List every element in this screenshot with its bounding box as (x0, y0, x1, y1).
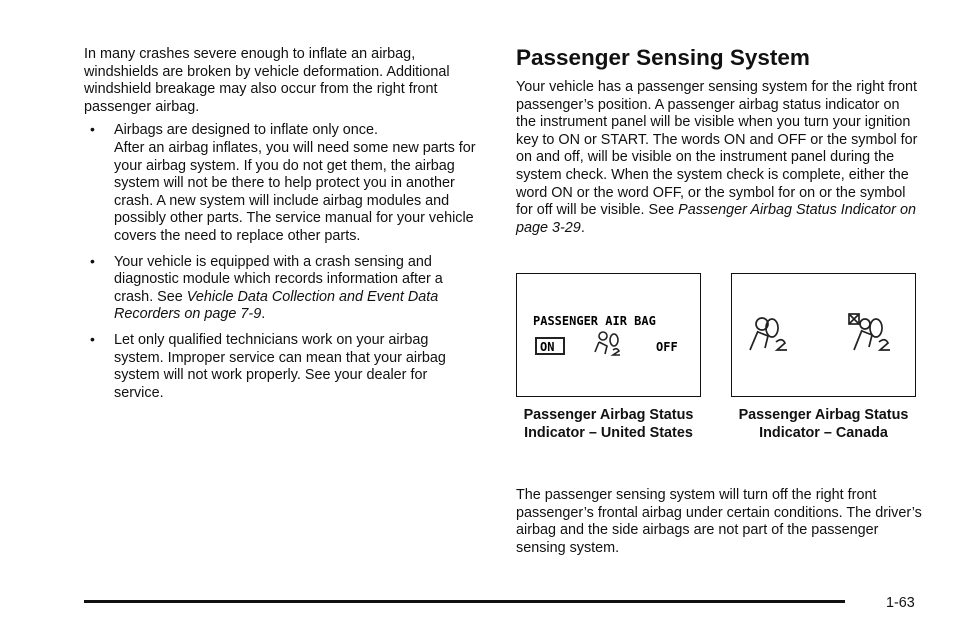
airbag-indicator-canada-display (732, 274, 914, 395)
footer-rule (84, 600, 845, 603)
left-column (84, 46, 476, 410)
display-title: PASSENGER AIR BAG (533, 314, 656, 328)
right-column (516, 44, 920, 237)
paragraph-text: Your vehicle has a passenger sensing system for the right front passenger’s position. A passenger airbag status indicator on the instrument panel will be visible when you turn your ignition key to ON or START. The words ON and OFF or the symbol for on and off, will be visible on the instrument panel during the system check. When the system check is complete, either the word ON or the word OFF, or the symbol for on or the symbol for off will be visible. See (516, 79, 918, 219)
bullet-lead: Airbags are designed to inflate only once. (114, 122, 378, 139)
off-label: OFF (656, 340, 678, 354)
bullet-list (84, 122, 476, 402)
on-label: ON (540, 340, 555, 354)
page-number: 1-63 (886, 595, 915, 611)
bullet-tail: . (261, 306, 266, 323)
bullet-icon: • (90, 330, 95, 347)
cross-reference-link[interactable]: Passenger Airbag Status Indicator on page 3-29 (516, 202, 916, 236)
bullet-icon: • (90, 252, 95, 269)
passenger-airbag-icon (595, 332, 620, 355)
airbag-indicator-canada-figure (731, 273, 916, 397)
bullet-item (84, 332, 476, 402)
section-heading: Passenger Sensing System (516, 45, 810, 70)
bullet-body: After an airbag inflates, you will need some new parts for your airbag system. If you do not get them, the airbag system will not be there to help protect you in another crash. A new system will include airbag modules and possibly other parts. The service manual for your vehicle covers the need to replace other parts. (114, 139, 476, 244)
bullet-icon: • (90, 121, 95, 138)
airbag-on-symbol-icon (750, 318, 787, 350)
bullet-text: Let only qualified technicians work on your airbag system. Improper service can mean that your airbag system will not work properly. See your dealer for service. (114, 331, 446, 401)
figure-caption-canada: Passenger Airbag Status Indicator – Canada (738, 407, 909, 441)
closing-paragraph: The passenger sensing system will turn off the right front passenger’s frontal airbag under certain conditions. The driver’s airbag and the side airbags are not part of the passenger sensing system. (516, 487, 922, 556)
cross-reference-link[interactable]: Vehicle Data Collection and Event Data Recorders on page 7-9 (114, 288, 439, 323)
bullet-item (84, 254, 476, 324)
bullet-text: Your vehicle is equipped with a crash sensing and diagnostic module which records information after a crash. See (114, 253, 443, 305)
bullet-item (84, 122, 476, 245)
paragraph-tail: . (580, 219, 585, 236)
sensing-paragraph (516, 79, 920, 237)
airbag-indicator-us-display (517, 274, 699, 395)
intro-paragraph: In many crashes severe enough to inflate an airbag, windshields are broken by vehicle deformation. Additional windshield breakage may also occur from the right front passenger airbag. (84, 46, 450, 115)
airbag-off-symbol-icon (849, 314, 890, 350)
airbag-indicator-us-figure (516, 273, 701, 397)
figure-caption-us: Passenger Airbag Status Indicator – United States (523, 407, 694, 441)
